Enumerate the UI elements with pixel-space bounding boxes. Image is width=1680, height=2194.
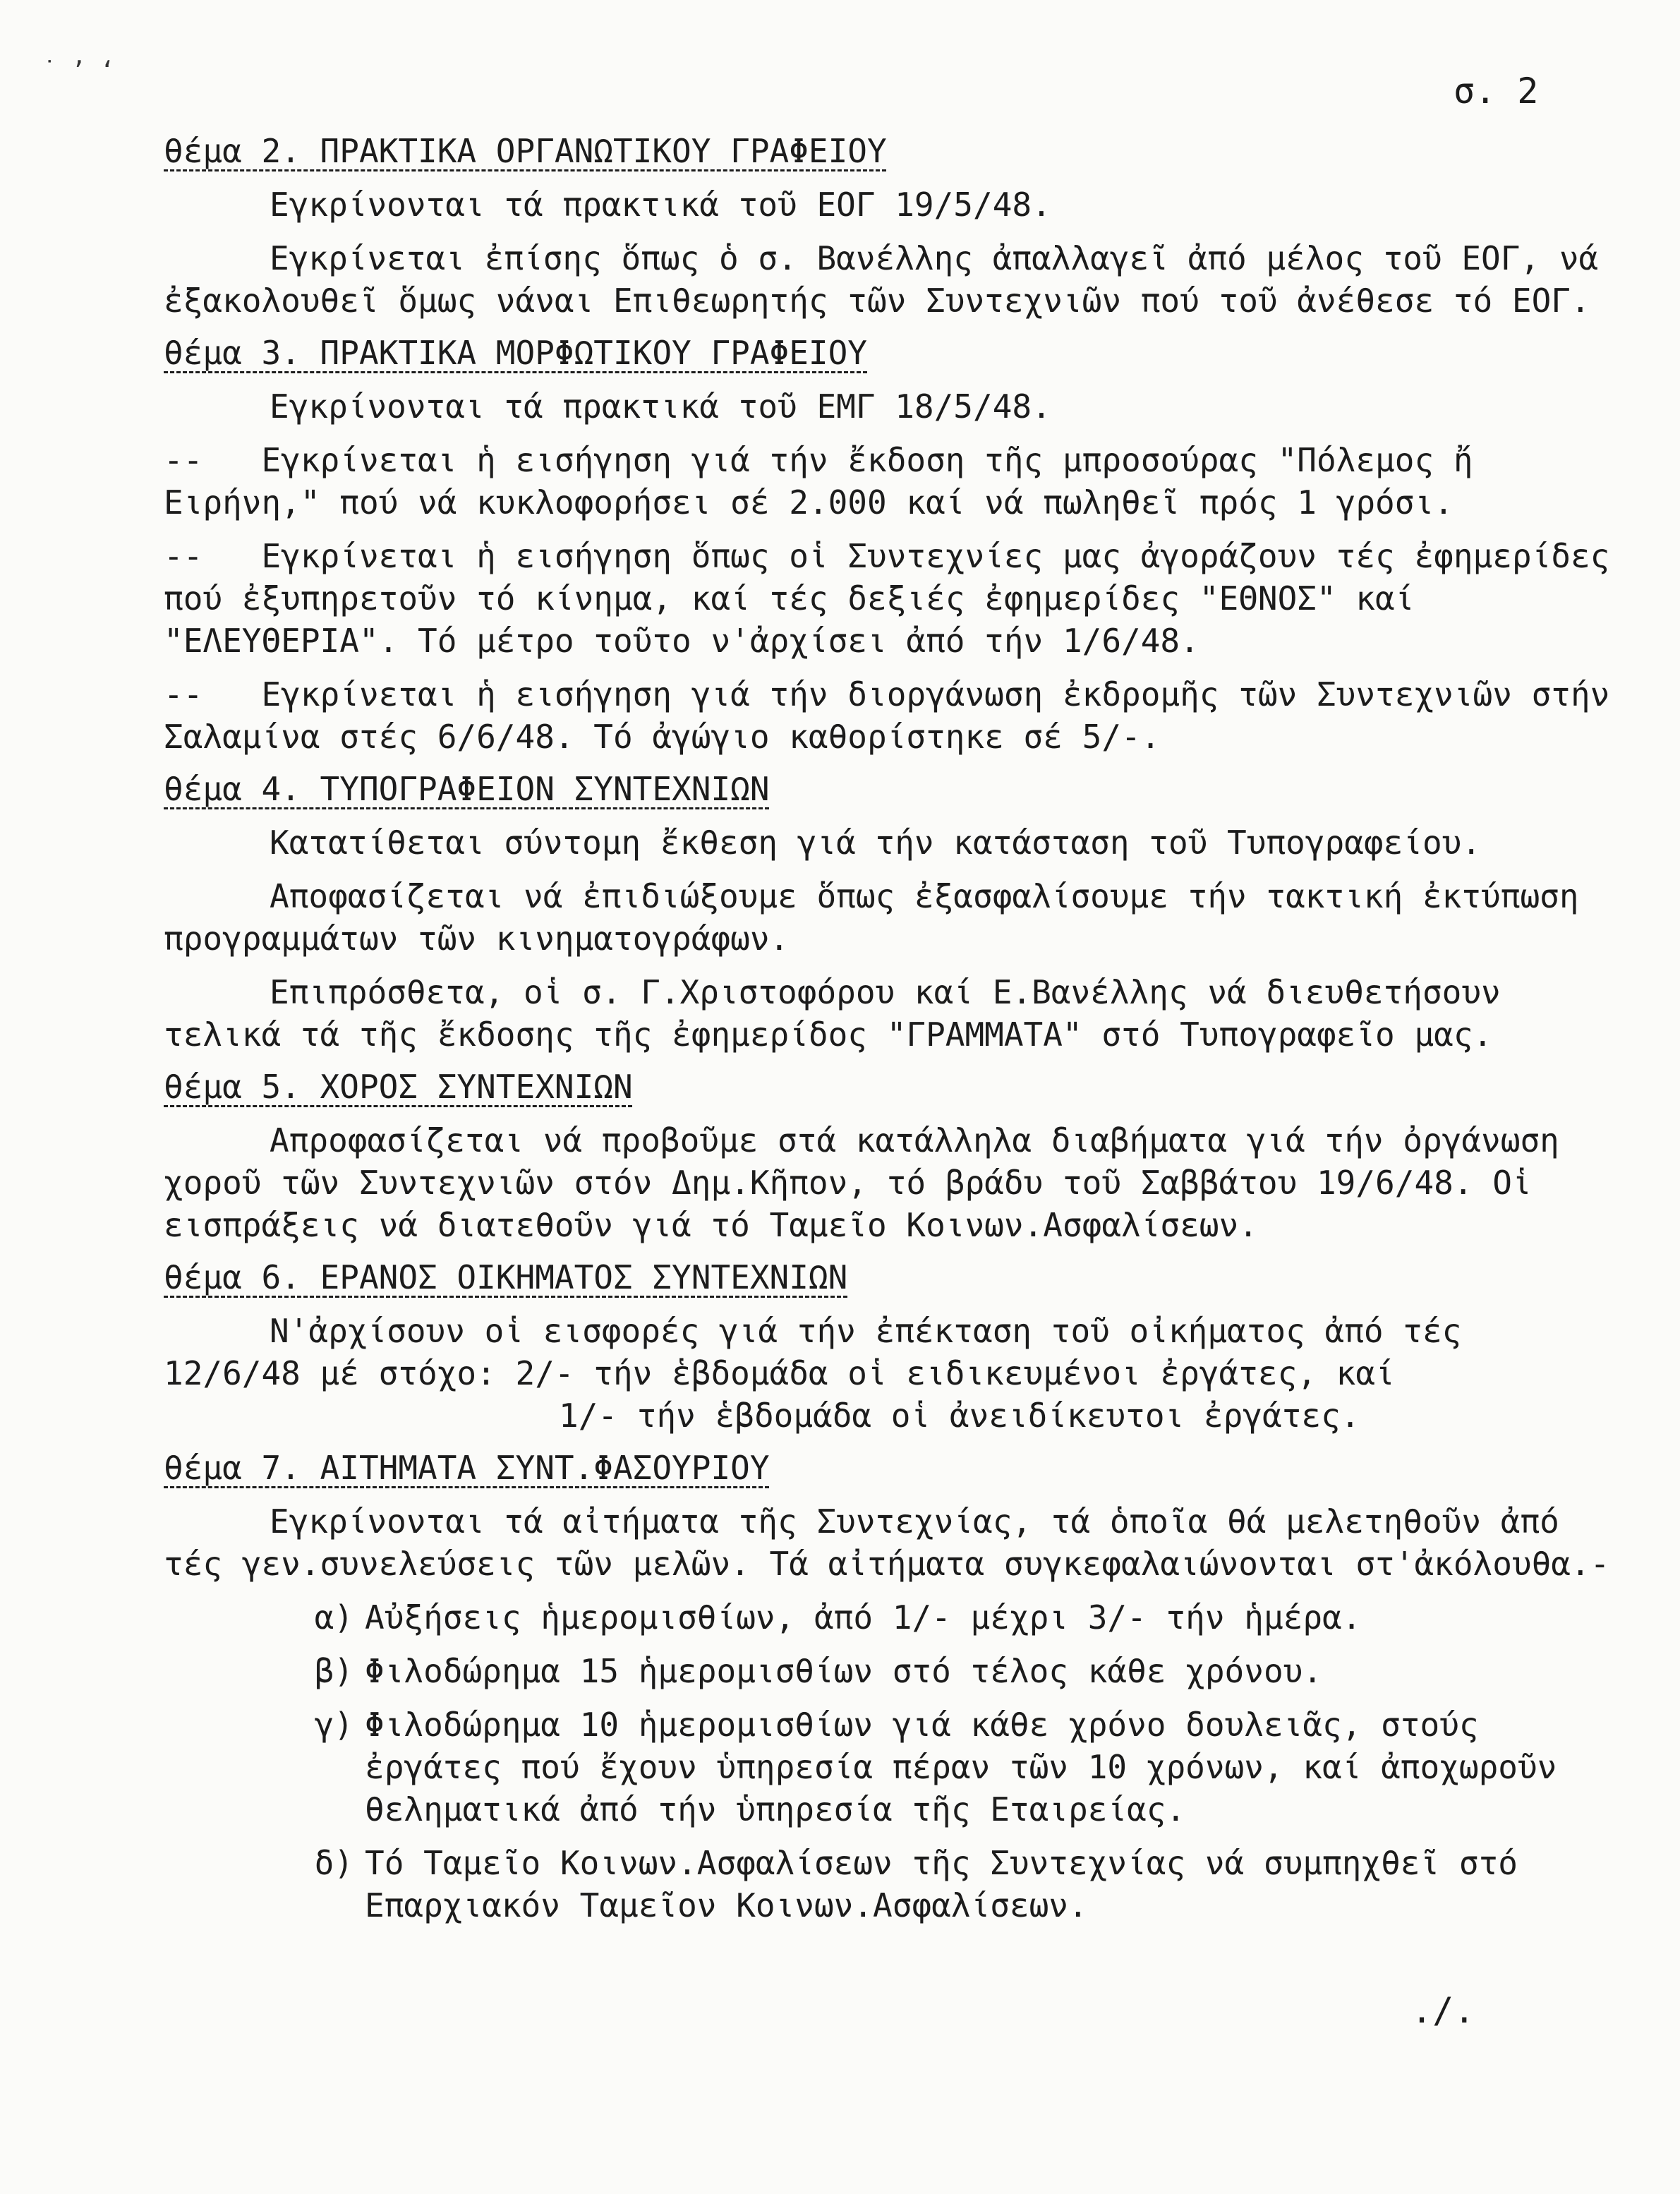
paragraph-continuation: 1/- τήν ἑβδομάδα οἱ ἀνειδίκευτοι ἐργάτες.: [559, 1397, 1360, 1435]
paragraph: Εγκρίνονται τά πρακτικά τοῦ ΕΜΓ 18/5/48.: [270, 387, 1051, 426]
list-item: [259, 1596, 1617, 1639]
list-item-label: δ): [314, 1844, 353, 1882]
paragraph: Ν'ἀρχίσουν οἱ εισφορές γιά τήν ἐπέκταση τοῦ οἰκήματος ἀπό τές 12/6/48 μέ στόχο: 2/- τήν ἑβδομάδα οἱ ειδικευμένοι ἐργάτες, καί: [164, 1312, 1482, 1392]
list-item-text: Αὐξήσεις ἡμερομισθίων, ἀπό 1/- μέχρι 3/- τήν ἡμέρα.: [365, 1598, 1362, 1637]
minutes-body: [164, 120, 1630, 1927]
list-item-text: Φιλοδώρημα 10 ἡμερομισθίων γιά κάθε χρόνο δουλειᾶς, στούς ἐργάτες πού ἔχουν ὑπηρεσία πέραν τῶν 10 χρόνων, καί ἀποχωροῦν θεληματικά ἀπό τήν ὑπηρεσία τῆς Εταιρείας.: [365, 1706, 1577, 1828]
list-item-label: β): [314, 1652, 353, 1690]
section-heading-3: θέμα 3. ΠΡΑΚΤΙΚΑ ΜΟΡΦΩΤΙΚΟΥ ΓΡΑΦΕΙΟΥ: [164, 334, 867, 372]
paragraph: Εγκρίνεται ἐπίσης ὅπως ὁ σ. Βανέλλης ἀπαλλαγεῖ ἀπό μέλος τοῦ ΕΟΓ, νά ἐξακολουθεῖ ὅμως νάναι Επιθεωρητής τῶν Συντεχνιῶν πού τοῦ ἀνέθεσε τό ΕΟΓ.: [164, 239, 1618, 320]
paragraph: Εγκρίνονται τά πρακτικά τοῦ ΕΟΓ 19/5/48.: [270, 186, 1051, 224]
paragraph: Αποφασίζεται νά ἐπιδιώξουμε ὅπως ἐξασφαλίσουμε τήν τακτική ἐκτύπωση προγραμμάτων τῶν κινηματογράφων.: [164, 877, 1599, 958]
paragraph: -- Εγκρίνεται ἡ εισήγηση γιά τήν διοργάνωση ἐκδρομῆς τῶν Συντεχνιῶν στήν Σαλαμίνα στές 6/6/48. Τό ἀγώγιο καθορίστηκε σέ 5/-.: [164, 675, 1630, 756]
demands-list: [164, 1596, 1617, 1927]
section-heading-4: θέμα 4. ΤΥΠΟΓΡΑΦΕΙΟΝ ΣΥΝΤΕΧΝΙΩΝ: [164, 770, 770, 808]
page-number: σ. 2: [1454, 71, 1539, 111]
list-item-text: Τό Ταμεῖο Κοινων.Ασφαλίσεων τῆς Συντεχνίας νά συμπηχθεῖ στό Επαρχιακόν Ταμεῖον Κοινων.Ασφαλίσεων.: [365, 1844, 1537, 1924]
section-heading-2: θέμα 2. ΠΡΑΚΤΙΚΑ ΟΡΓΑΝΩΤΙΚΟΥ ΓΡΑΦΕΙΟΥ: [164, 132, 887, 170]
list-item-text: Φιλοδώρημα 15 ἡμερομισθίων στό τέλος κάθε χρόνου.: [365, 1652, 1323, 1690]
paragraph: Απροφασίζεται νά προβοῦμε στά κατάλληλα διαβήματα γιά τήν ὀργάνωση χοροῦ τῶν Συντεχνιῶν στόν Δημ.Κῆπον, τό βράδυ τοῦ Σαββάτου 19/6/48. Οἱ εισπράξεις νά διατεθοῦν γιά τό Ταμεῖο Κοινων.Ασφαλίσεων.: [164, 1121, 1579, 1244]
closing-mark: ./.: [1411, 1990, 1475, 2031]
paragraph: -- Εγκρίνεται ἡ εισήγηση ὅπως οἱ Συντεχνίες μας ἀγοράζουν τές ἐφημερίδες πού ἐξυπηρετοῦν τό κίνημα, καί τές δεξιές ἐφημερίδες "ΕΘΝΟΣ" καί "ΕΛΕΥΘΕΡΙΑ". Τό μέτρο τοῦτο ν'ἀρχίσει ἀπό τήν 1/6/48.: [164, 537, 1630, 660]
section-heading-6: θέμα 6. ΕΡΑΝΟΣ ΟΙΚΗΜΑΤΟΣ ΣΥΝΤΕΧΝΙΩΝ: [164, 1258, 848, 1296]
paragraph: Εγκρίνονται τά αἰτήματα τῆς Συντεχνίας, τά ὁποῖα θά μελετηθοῦν ἀπό τές γεν.συνελεύσεις τῶν μελῶν. Τά αἰτήματα συγκεφαλαιώνονται στ'ἀκόλουθα.-: [164, 1502, 1610, 1583]
list-item: [259, 1650, 1617, 1692]
list-item: [259, 1842, 1617, 1927]
list-item-label: α): [314, 1598, 353, 1637]
list-item: [259, 1704, 1617, 1831]
section-heading-7: θέμα 7. ΑΙΤΗΜΑΤΑ ΣΥΝΤ.ΦΑΣΟΥΡΙΟΥ: [164, 1449, 770, 1487]
paragraph: Κατατίθεται σύντομη ἔκθεση γιά τήν κατάσταση τοῦ Τυπογραφείου.: [270, 824, 1482, 862]
paragraph: Επιπρόσθετα, οἱ σ. Γ.Χριστοφόρου καί Ε.Βανέλλης νά διευθετήσουν τελικά τά τῆς ἔκδοσης τῆς ἐφημερίδος "ΓΡΑΜΜΑΤΑ" στό Τυπογραφεῖο μας.: [164, 973, 1521, 1054]
section-heading-5: θέμα 5. ΧΟΡΟΣ ΣΥΝΤΕΧΝΙΩΝ: [164, 1068, 633, 1106]
stray-marks: ˙ ʼ ʻ: [42, 56, 115, 85]
paragraph: -- Εγκρίνεται ἡ εισήγηση γιά τήν ἔκδοση τῆς μπροσούρας "Πόλεμος ἤ Ειρήνη," πού νά κυκλοφορήσει σέ 2.000 καί νά πωληθεῖ πρός 1 γρόσι.: [164, 441, 1493, 522]
list-item-label: γ): [314, 1706, 353, 1744]
